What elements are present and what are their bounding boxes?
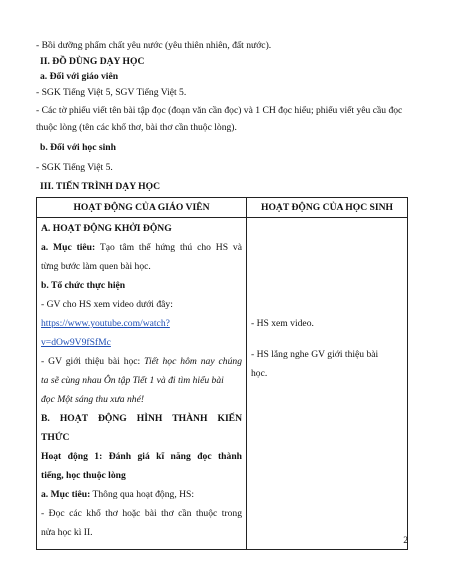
organize-heading: b. Tổ chức thực hiện [41, 280, 126, 291]
activity-1-objective [41, 485, 242, 504]
student-activities-cell [247, 218, 408, 550]
student-listen-cont: học. [251, 368, 268, 379]
reading-task-cont: nửa học kì II. [41, 527, 93, 538]
table-header-row [37, 197, 408, 218]
table-row [37, 218, 408, 550]
section-2-heading: II. ĐỒ DÙNG DẠY HỌC [40, 55, 145, 67]
teacher-materials-heading: a. Đối với giáo viên [40, 71, 119, 82]
section-3-heading: III. TIẾN TRÌNH DẠY HỌC [40, 181, 161, 192]
reading-task: - Đọc các khổ thơ hoặc bài thơ cần thuộc trong [41, 508, 242, 519]
teacher-column-header: HOẠT ĐỘNG CỦA GIÁO VIÊN [37, 197, 247, 218]
lesson-intro-quote-cont: ta sẽ cùng nhau Ôn tập Tiết 1 và đi tìm hiểu bài [41, 375, 224, 386]
lesson-intro-prefix: - GV giới thiệu bài học: [41, 356, 145, 367]
lesson-intro [41, 352, 242, 371]
objective-text: Thông qua hoạt động, HS: [90, 489, 195, 500]
warmup-objective [41, 238, 242, 257]
student-materials-heading: b. Đối với học sinh [40, 142, 116, 153]
lesson-intro-quote-end: đọc Một sáng thu xưa nhé! [41, 394, 145, 405]
lesson-intro-quote: Tiết học hôm nay chúng [144, 356, 242, 367]
activity-1-title-cont: tiếng, học thuộc lòng [41, 470, 126, 481]
video-link[interactable]: https://www.youtube.com/watch? [41, 318, 170, 329]
video-instruction: - GV cho HS xem video dưới đây: [41, 299, 173, 310]
teacher-material-item: - Các tờ phiếu viết tên bài tập đọc (đoạn văn cần đọc) và 1 CH đọc hiểu; phiếu viết yêu cầu đọc thuộc lòng (tên các khổ thơ, bài thơ cần thuộc lòng). [36, 105, 403, 133]
student-material-item: - SGK Tiếng Việt 5. [36, 161, 113, 173]
video-link-cont[interactable]: v=dOw9V9fSfMc [41, 337, 111, 348]
student-watch-video: - HS xem video. [251, 318, 314, 329]
warmup-title: A. HOẠT ĐỘNG KHỞI ĐỘNG [41, 223, 172, 234]
teacher-activities-cell [37, 218, 247, 550]
knowledge-section-title-cont: THỨC [41, 432, 70, 443]
teacher-material-item: - SGK Tiếng Việt 5, SGV Tiếng Việt 5. [36, 86, 187, 98]
page-number: 2 [403, 535, 408, 546]
student-column-header: HOẠT ĐỘNG CỦA HỌC SINH [247, 197, 408, 218]
warmup-objective-cont: từng bước làm quen bài học. [41, 261, 151, 272]
objective-label: a. Mục tiêu: [41, 489, 91, 500]
knowledge-section-title: B. HOẠT ĐỘNG HÌNH THÀNH KIẾN [41, 413, 242, 424]
objective-text: Tạo tâm thế hứng thú cho HS và [95, 242, 242, 253]
objective-line: - Bồi dưỡng phẩm chất yêu nước (yêu thiên nhiên, đất nước). [36, 40, 272, 51]
document-body [36, 40, 408, 550]
activity-1-title: Hoạt động 1: Đánh giá kĩ năng đọc thành [41, 451, 242, 462]
lesson-plan-table [36, 197, 408, 551]
student-listen: - HS lắng nghe GV giới thiệu bài [251, 349, 379, 360]
objective-label: a. Mục tiêu: [41, 242, 96, 253]
